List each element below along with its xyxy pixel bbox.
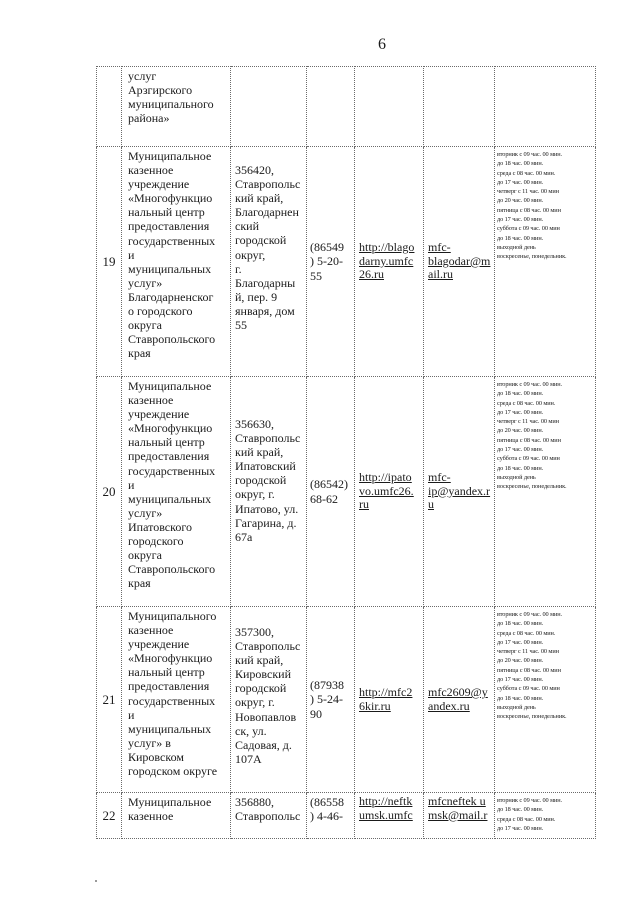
address-line: Ставропольс: [235, 431, 301, 446]
hours-line: воскресенье, понедельник.: [497, 483, 567, 491]
row-number-cell: [97, 67, 122, 147]
email-line[interactable]: mfc-: [428, 470, 451, 485]
hours-line: выходной день: [497, 703, 536, 711]
hours-line: воскресенье, понедельник.: [497, 713, 567, 721]
name-line: предоставления: [128, 679, 210, 694]
email-line[interactable]: blagodar@m: [428, 253, 491, 268]
phone-cell: [307, 793, 355, 839]
hours-line: суббота с 09 час. 00 мин: [497, 225, 560, 233]
name-line: услуг»: [128, 275, 163, 290]
name-line: нальный центр: [128, 435, 205, 450]
address-line: Ипатово, ул.: [235, 501, 299, 516]
name-line: «Многофункцио: [128, 651, 213, 666]
name-line: муниципальных: [128, 491, 212, 506]
name-line: муниципальных: [128, 721, 212, 736]
site-line[interactable]: http://mfc2: [359, 685, 413, 699]
name-line: и: [128, 707, 135, 722]
phone-line: (87938: [310, 678, 344, 693]
address-line: кий край,: [235, 191, 284, 206]
row-number-cell: 19: [97, 147, 122, 377]
site-line[interactable]: darny.umfc: [359, 253, 414, 268]
address-cell: [231, 147, 307, 377]
address-line: Ипатовский: [235, 459, 296, 474]
table-row: [97, 377, 596, 607]
hours-line: суббота с 09 час. 00 мин: [497, 455, 560, 463]
address-line: городской: [235, 473, 287, 488]
website-cell[interactable]: [355, 147, 424, 377]
name-line: округа: [128, 548, 162, 563]
name-line: государственных: [128, 463, 216, 478]
phone-line: 55: [310, 268, 322, 283]
working-hours-cell: [495, 147, 596, 377]
email-line[interactable]: u: [428, 497, 434, 512]
address-line: Садовая, д.: [235, 737, 292, 752]
hours-line: четверг с 11 час. 00 мин: [497, 648, 559, 656]
site-line[interactable]: umsk.umfc: [359, 807, 413, 822]
phone-line: ) 4-46-: [310, 809, 343, 824]
name-line: городского: [128, 534, 184, 549]
name-line: Ставропольского: [128, 332, 216, 347]
hours-line: среда с 08 час. 00 мин.: [497, 815, 556, 823]
phone-line: ) 5-20-: [310, 254, 343, 269]
email-cell[interactable]: [424, 793, 495, 839]
hours-line: до 18 час. 00 мин.: [497, 620, 544, 628]
address-line: 356880,: [235, 795, 274, 809]
address-line: ск, ул.: [235, 723, 267, 738]
hours-line: до 18 час. 00 мин.: [497, 390, 544, 398]
email-line[interactable]: mfcneftek u: [428, 794, 486, 808]
name-line: округа: [128, 318, 162, 333]
hours-line: пятница с 08 час. 00 мин: [497, 666, 561, 674]
hours-line: воскресенье, понедельник.: [497, 253, 567, 261]
hours-line: выходной день: [497, 473, 536, 481]
hours-line: вторник с 09 час. 00 мин.: [497, 797, 562, 804]
website-cell[interactable]: [355, 793, 424, 839]
hours-line: до 18 час. 00 мин.: [497, 234, 544, 242]
hours-line: среда с 08 час. 00 мин.: [497, 169, 556, 177]
address-line: Благодарнен: [235, 205, 299, 220]
hours-line: до 17 час. 00 мин.: [497, 178, 544, 186]
address-cell: [231, 377, 307, 607]
name-line: Муниципального: [128, 609, 217, 623]
address-line: округ, г.: [235, 487, 275, 502]
institution-name-cell: [122, 793, 231, 839]
address-line: 357300,: [235, 625, 274, 639]
name-line: Муниципальное: [128, 379, 212, 393]
hours-line: до 17 час. 00 мин.: [497, 824, 544, 832]
institution-name-cell: [122, 607, 231, 793]
table-row: [97, 607, 596, 793]
phone-cell: [307, 607, 355, 793]
name-line: Ставропольского: [128, 562, 216, 577]
name-line: государственных: [128, 693, 216, 708]
address-line: Ставропольс: [235, 177, 301, 192]
scan-speck: [95, 880, 97, 882]
hours-line: до 17 час. 00 мин.: [497, 408, 544, 416]
name-line: городском округе: [128, 764, 218, 779]
address-cell: [231, 67, 307, 147]
name-line: Кировском: [128, 749, 184, 764]
working-hours-cell: [495, 607, 596, 793]
site-line[interactable]: 6kir.ru: [359, 698, 391, 713]
address-line: ский: [235, 219, 259, 234]
address-cell: [231, 607, 307, 793]
address-line: Кировский: [235, 667, 292, 682]
address-line: 67а: [235, 529, 253, 544]
hours-line: четверг с 11 час. 00 мин: [497, 418, 559, 426]
email-cell[interactable]: [424, 147, 495, 377]
address-line: января, дом: [235, 303, 295, 318]
name-line: и: [128, 247, 135, 262]
working-hours-cell: [495, 67, 596, 147]
address-line: округ,: [235, 247, 266, 262]
phone-cell: [307, 67, 355, 147]
phone-cell: [307, 377, 355, 607]
name-line: муниципального: [128, 97, 214, 112]
hours-line: до 17 час. 00 мин.: [497, 676, 544, 684]
page-number: 6: [378, 36, 386, 53]
site-line[interactable]: 26.ru: [359, 267, 384, 282]
website-cell[interactable]: [355, 607, 424, 793]
email-line[interactable]: msk@mail.r: [428, 807, 488, 822]
table-row: [97, 793, 596, 839]
hours-line: до 20 час. 00 мин.: [497, 657, 544, 665]
address-line: городской: [235, 233, 287, 248]
site-line[interactable]: ru: [359, 497, 369, 512]
hours-line: до 18 час. 00 мин.: [497, 464, 544, 472]
address-line: кий край,: [235, 653, 284, 668]
name-line: казенное: [128, 393, 174, 408]
email-cell[interactable]: [424, 377, 495, 607]
institution-name-cell: [122, 377, 231, 607]
address-line: Ставропольс: [235, 639, 301, 654]
name-line: государственных: [128, 233, 216, 248]
table-row: [97, 147, 596, 377]
address-line: 55: [235, 318, 247, 333]
phone-line: 90: [310, 706, 322, 721]
phone-cell: [307, 147, 355, 377]
hours-line: вторник с 09 час. 00 мин.: [497, 611, 562, 618]
phone-line: (86542): [310, 477, 348, 492]
phone-line: (86549: [310, 240, 344, 255]
name-line: услуг: [128, 69, 157, 83]
phone-line: (86558: [310, 795, 344, 809]
row-number-cell: 22: [97, 793, 122, 839]
name-line: края: [128, 346, 151, 361]
name-line: Муниципальное: [128, 149, 212, 163]
address-line: 356630,: [235, 417, 274, 431]
name-line: Благодарненског: [128, 289, 214, 304]
hours-line: пятница с 08 час. 00 мин: [497, 436, 561, 444]
address-line: городской: [235, 681, 287, 696]
email-cell[interactable]: [424, 607, 495, 793]
address-line: округ, г.: [235, 695, 275, 710]
hours-line: вторник с 09 час. 00 мин.: [497, 381, 562, 388]
name-line: о городского: [128, 304, 193, 319]
hours-line: среда с 08 час. 00 мин.: [497, 629, 556, 637]
name-line: учреждение: [128, 177, 190, 192]
name-line: Ипатовского: [128, 519, 192, 534]
hours-line: до 18 час. 00 мин.: [497, 160, 544, 168]
name-line: края: [128, 576, 151, 591]
hours-line: до 20 час. 00 мин.: [497, 427, 544, 435]
hours-line: выходной день: [497, 243, 536, 251]
email-line[interactable]: andex.ru: [428, 698, 470, 713]
hours-line: пятница с 08 час. 00 мин: [497, 206, 561, 214]
hours-line: среда с 08 час. 00 мин.: [497, 399, 556, 407]
hours-line: до 17 час. 00 мин.: [497, 216, 544, 224]
hours-line: до 18 час. 00 мин.: [497, 806, 544, 814]
address-line: й, пер. 9: [235, 289, 278, 304]
hours-line: до 17 час. 00 мин.: [497, 638, 544, 646]
name-line: казенное: [128, 623, 174, 638]
address-line: Ставропольс: [235, 809, 301, 824]
name-line: учреждение: [128, 407, 190, 422]
mfc-registry-table: [96, 66, 596, 839]
name-line: района»: [128, 111, 170, 126]
email-line[interactable]: mfc2609@y: [428, 685, 488, 699]
name-line: предоставления: [128, 449, 210, 464]
hours-line: четверг с 11 час. 00 мин: [497, 188, 559, 196]
hours-line: до 17 час. 00 мин.: [497, 446, 544, 454]
site-line[interactable]: http://ipato: [359, 470, 412, 485]
name-line: казенное: [128, 163, 174, 178]
name-line: нальный центр: [128, 205, 205, 220]
address-line: кий край,: [235, 445, 284, 460]
website-cell[interactable]: [355, 67, 424, 147]
name-line: Муниципальное: [128, 795, 212, 809]
website-cell[interactable]: [355, 377, 424, 607]
phone-line: ) 5-24-: [310, 692, 343, 707]
row-number-cell: 21: [97, 607, 122, 793]
address-line: г.: [235, 261, 242, 276]
name-line: нальный центр: [128, 665, 205, 680]
site-line[interactable]: http://neftk: [359, 794, 413, 808]
hours-line: до 20 час. 00 мин.: [497, 197, 544, 205]
name-line: казенное: [128, 809, 174, 824]
address-line: Гагарина, д.: [235, 515, 297, 530]
name-line: услуг»: [128, 505, 163, 520]
address-line: 356420,: [235, 163, 274, 177]
email-cell[interactable]: [424, 67, 495, 147]
name-line: «Многофункцио: [128, 191, 213, 206]
address-line: 107А: [235, 751, 262, 766]
email-line[interactable]: ail.ru: [428, 267, 453, 282]
institution-name-cell: [122, 147, 231, 377]
name-line: учреждение: [128, 637, 190, 652]
phone-line: 68-62: [310, 491, 338, 506]
hours-line: до 18 час. 00 мин.: [497, 694, 544, 702]
email-line[interactable]: ip@yandex.r: [428, 483, 491, 498]
hours-line: вторник с 09 час. 00 мин.: [497, 151, 562, 158]
institution-name-cell: [122, 67, 231, 147]
address-line: Новопавлов: [235, 709, 297, 724]
row-number-cell: 20: [97, 377, 122, 607]
name-line: услуг» в: [128, 735, 171, 750]
address-cell: [231, 793, 307, 839]
working-hours-cell: [495, 377, 596, 607]
name-line: муниципальных: [128, 261, 212, 276]
name-line: предоставления: [128, 219, 210, 234]
table-row: [97, 67, 596, 147]
email-line[interactable]: mfc-: [428, 240, 451, 255]
name-line: Арзгирского: [128, 83, 193, 98]
site-line[interactable]: http://blago: [359, 240, 415, 255]
working-hours-cell: [495, 793, 596, 839]
hours-line: суббота с 09 час. 00 мин: [497, 685, 560, 693]
name-line: «Многофункцио: [128, 421, 213, 436]
address-line: Благодарны: [235, 275, 296, 290]
site-line[interactable]: vo.umfc26.: [359, 483, 414, 498]
name-line: и: [128, 477, 135, 492]
